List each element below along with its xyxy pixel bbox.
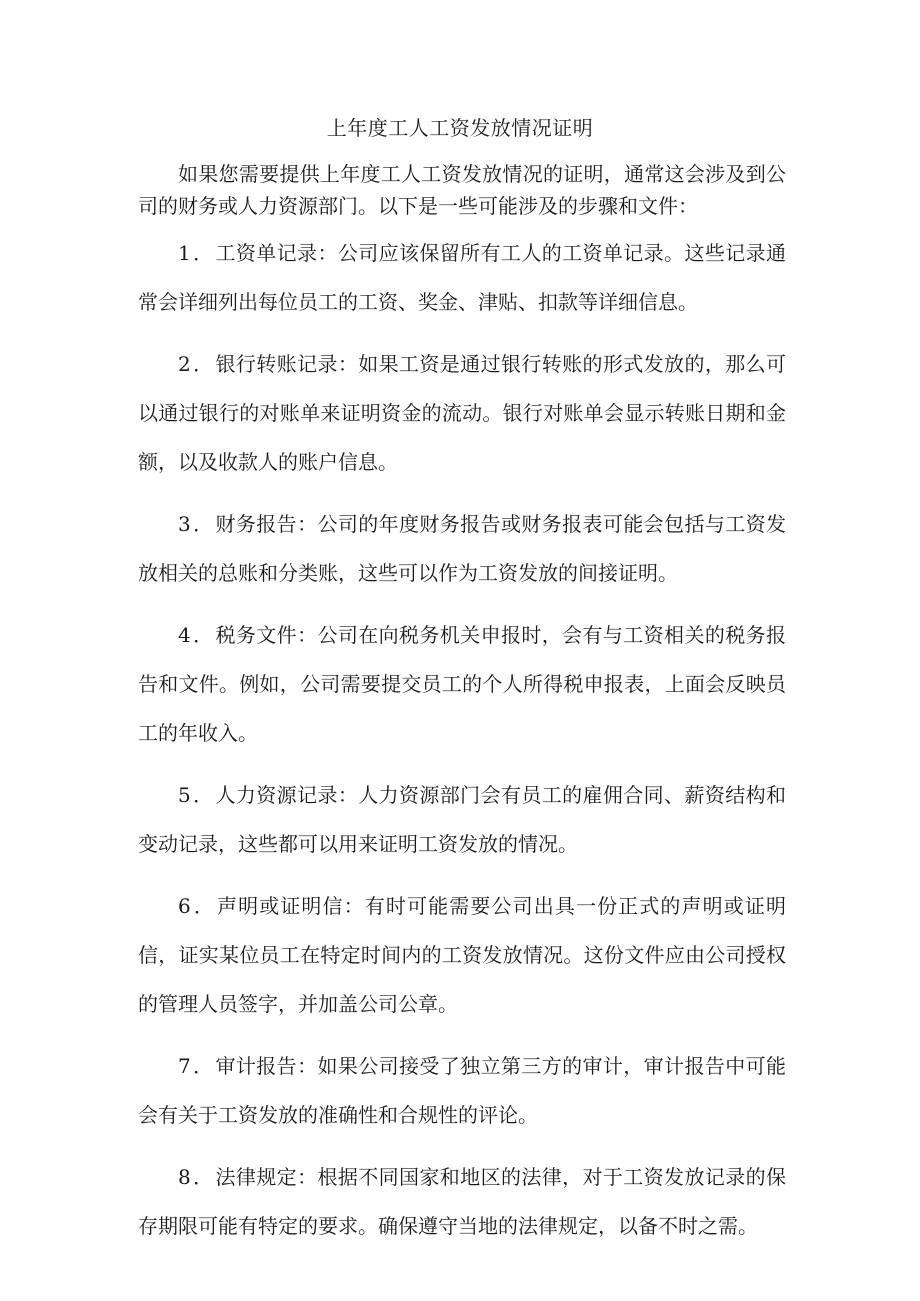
item-number: 3． — [178, 512, 216, 536]
item-text: 税务文件：公司在向税务机关申报时，会有与工资相关的税务报告和文件。例如，公司需要提交员工的个人所得税申报表，上面会反映员工的年收入。 — [138, 623, 787, 745]
intro-paragraph: 如果您需要提供上年度工人工资发放情况的证明，通常这会涉及到公司的财务或人力资源部门。以下是一些可能涉及的步骤和文件： — [138, 162, 786, 218]
item-text: 人力资源记录：人力资源部门会有员工的雇佣合同、薪资结构和变动记录，这些都可以用来证明工资发放的情况。 — [138, 783, 787, 856]
document-title: 上年度工人工资发放情况证明 — [326, 116, 594, 140]
list-item — [138, 500, 786, 598]
item-text: 审计报告：如果公司接受了独立第三方的审计，审计报告中可能会有关于工资发放的准确性和合规性的评论。 — [138, 1054, 787, 1127]
item-text: 工资单记录：公司应该保留所有工人的工资单记录。这些记录通常会详细列出每位员工的工资、奖金、津贴、扣款等详细信息。 — [138, 241, 787, 314]
document-body — [138, 158, 786, 1264]
item-number: 6． — [178, 894, 217, 918]
list-item — [138, 611, 786, 758]
list-item — [138, 771, 786, 869]
list-item — [138, 340, 786, 487]
item-number: 8． — [178, 1165, 216, 1189]
item-number: 7． — [178, 1054, 216, 1078]
item-text: 声明或证明信：有时可能需要公司出具一份正式的声明或证明信，证实某位员工在特定时间内的工资发放情况。这份文件应由公司授权的管理人员签字，并加盖公司公章。 — [138, 894, 787, 1016]
item-number: 2． — [178, 352, 216, 376]
list-item — [138, 882, 786, 1029]
list-item — [138, 1042, 786, 1140]
item-text: 银行转账记录：如果工资是通过银行转账的形式发放的，那么可以通过银行的对账单来证明资金的流动。银行对账单会显示转账日期和金额，以及收款人的账户信息。 — [138, 352, 787, 474]
list-item — [138, 1153, 786, 1251]
item-number: 1． — [178, 241, 216, 265]
item-text: 法律规定：根据不同国家和地区的法律，对于工资发放记录的保存期限可能有特定的要求。确保遵守当地的法律规定，以备不时之需。 — [138, 1165, 787, 1238]
item-number: 4． — [178, 623, 216, 647]
list-item — [138, 229, 786, 327]
item-number: 5． — [178, 783, 216, 807]
item-text: 财务报告：公司的年度财务报告或财务报表可能会包括与工资发放相关的总账和分类账，这些可以作为工资发放的间接证明。 — [138, 512, 787, 585]
